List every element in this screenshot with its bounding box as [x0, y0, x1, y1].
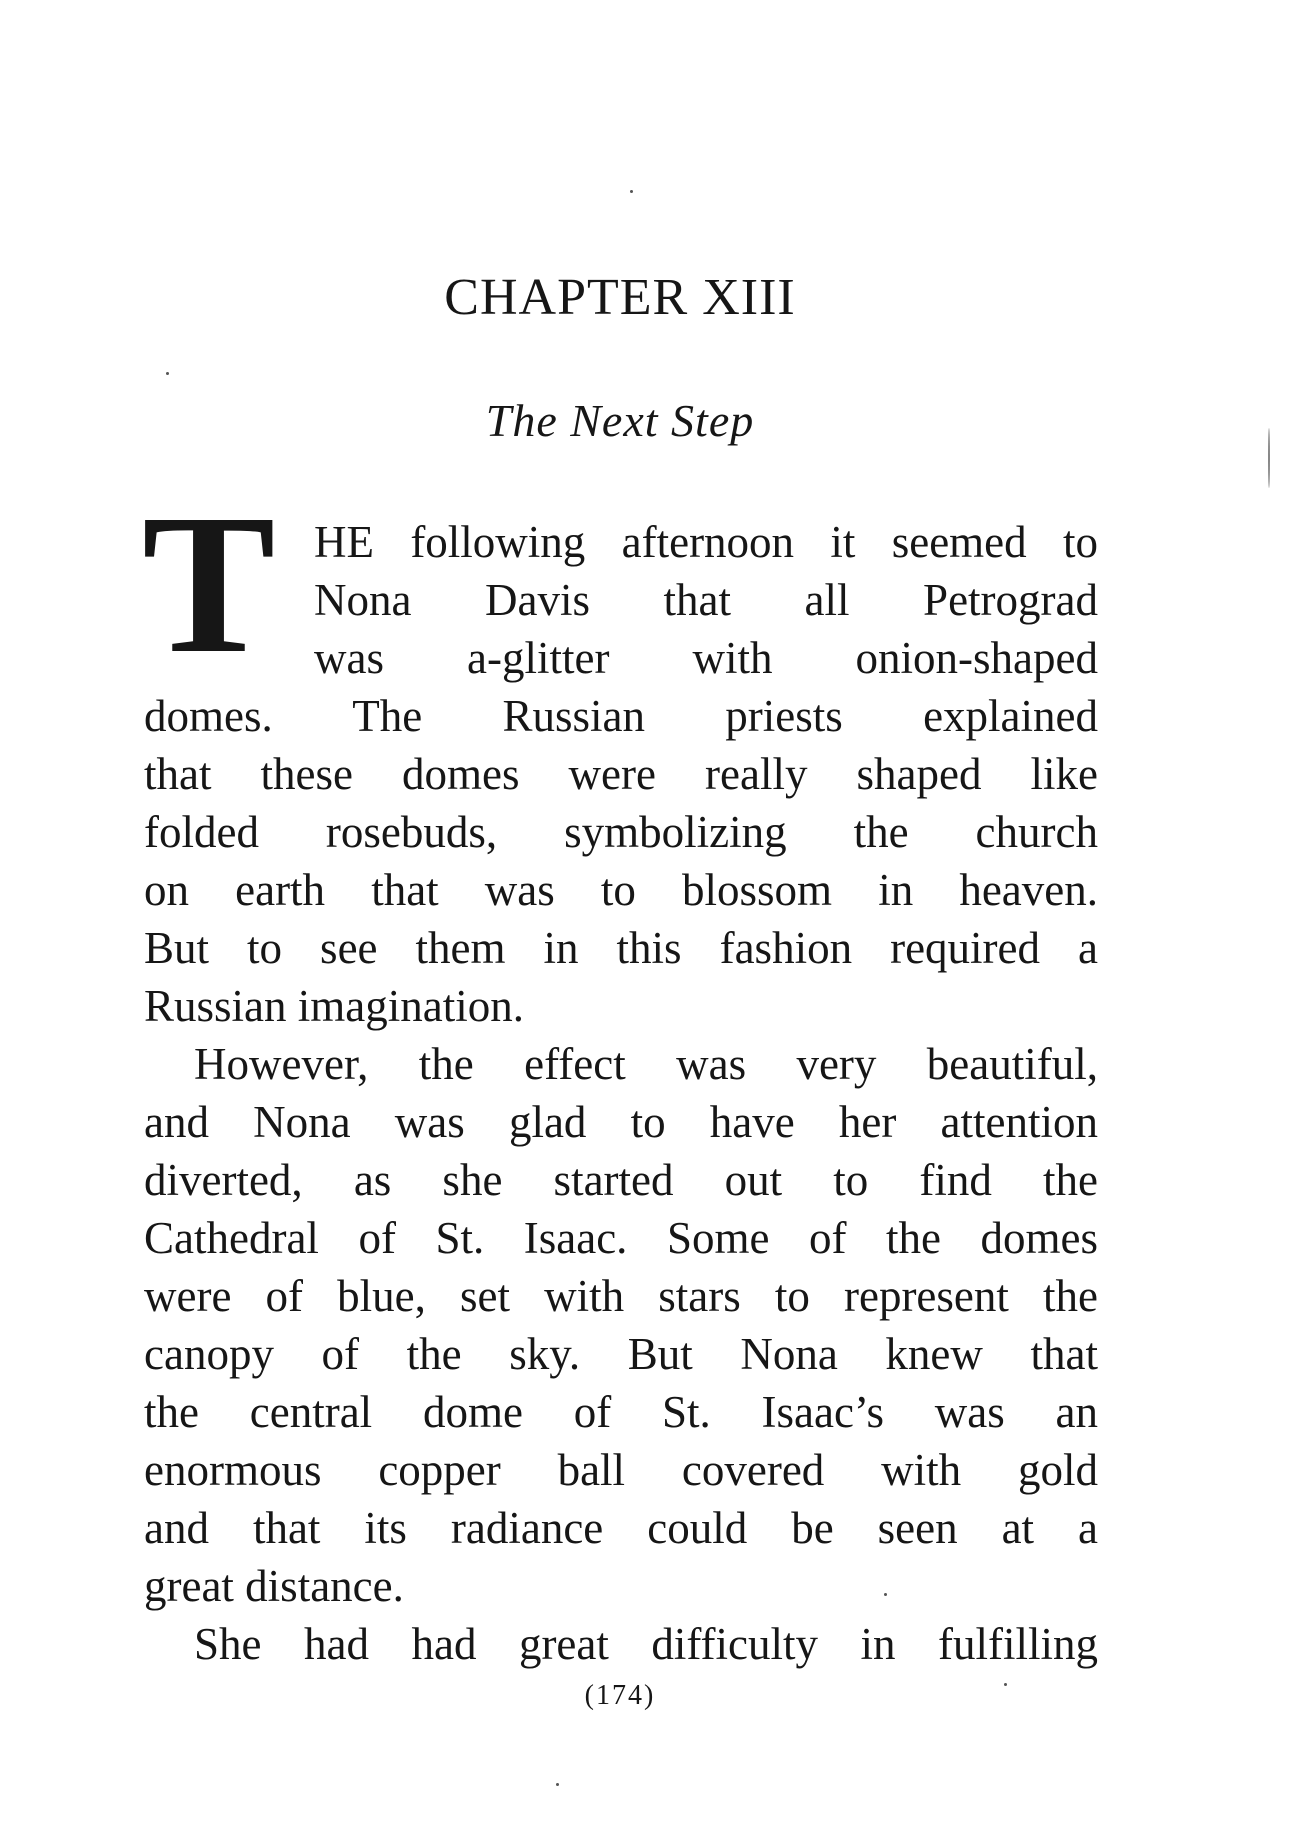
body-text — [144, 513, 1098, 1673]
text-line: the central dome of St. Isaac’s was an — [144, 1387, 1098, 1437]
text-line: domes. The Russian priests explained — [144, 691, 1098, 741]
chapter-title: CHAPTER XIII — [444, 269, 796, 326]
scan-speck — [1268, 428, 1270, 488]
text-line: great distance. — [144, 1561, 404, 1611]
scan-speck — [556, 1783, 559, 1786]
scan-speck — [884, 1593, 887, 1596]
text-line: But to see them in this fashion required a — [144, 923, 1098, 973]
text-line: and Nona was glad to have her attention — [144, 1097, 1098, 1147]
text-line: enormous copper ball covered with gold — [144, 1445, 1098, 1495]
text-line: was a-glitter with onion-shaped — [314, 633, 1098, 683]
page-number: (174) — [584, 1680, 656, 1711]
text-line: Cathedral of St. Isaac. Some of the domes — [144, 1213, 1098, 1263]
chapter-subtitle: The Next Step — [485, 395, 755, 446]
drop-cap: T — [142, 474, 276, 695]
text-line: and that its radiance could be seen at a — [144, 1503, 1098, 1553]
text-line: Russian imagination. — [144, 981, 524, 1031]
scan-speck — [630, 190, 633, 193]
text-line: Nona Davis that all Petrograd — [314, 575, 1098, 625]
text-line: folded rosebuds, symbolizing the church — [144, 807, 1098, 857]
text-line: on earth that was to blossom in heaven. — [144, 865, 1098, 915]
text-line: She had had great difficulty in fulfilling — [194, 1619, 1098, 1669]
text-line: diverted, as she started out to find the — [144, 1155, 1098, 1205]
scan-speck — [1004, 1683, 1007, 1686]
text-line: that these domes were really shaped like — [144, 749, 1098, 799]
scan-speck — [166, 372, 169, 375]
text-line: However, the effect was very beautiful, — [194, 1039, 1098, 1089]
text-line: HE following afternoon it seemed to — [314, 517, 1098, 567]
text-line: were of blue, set with stars to represent the — [144, 1271, 1098, 1321]
text-line: canopy of the sky. But Nona knew that — [144, 1329, 1098, 1379]
